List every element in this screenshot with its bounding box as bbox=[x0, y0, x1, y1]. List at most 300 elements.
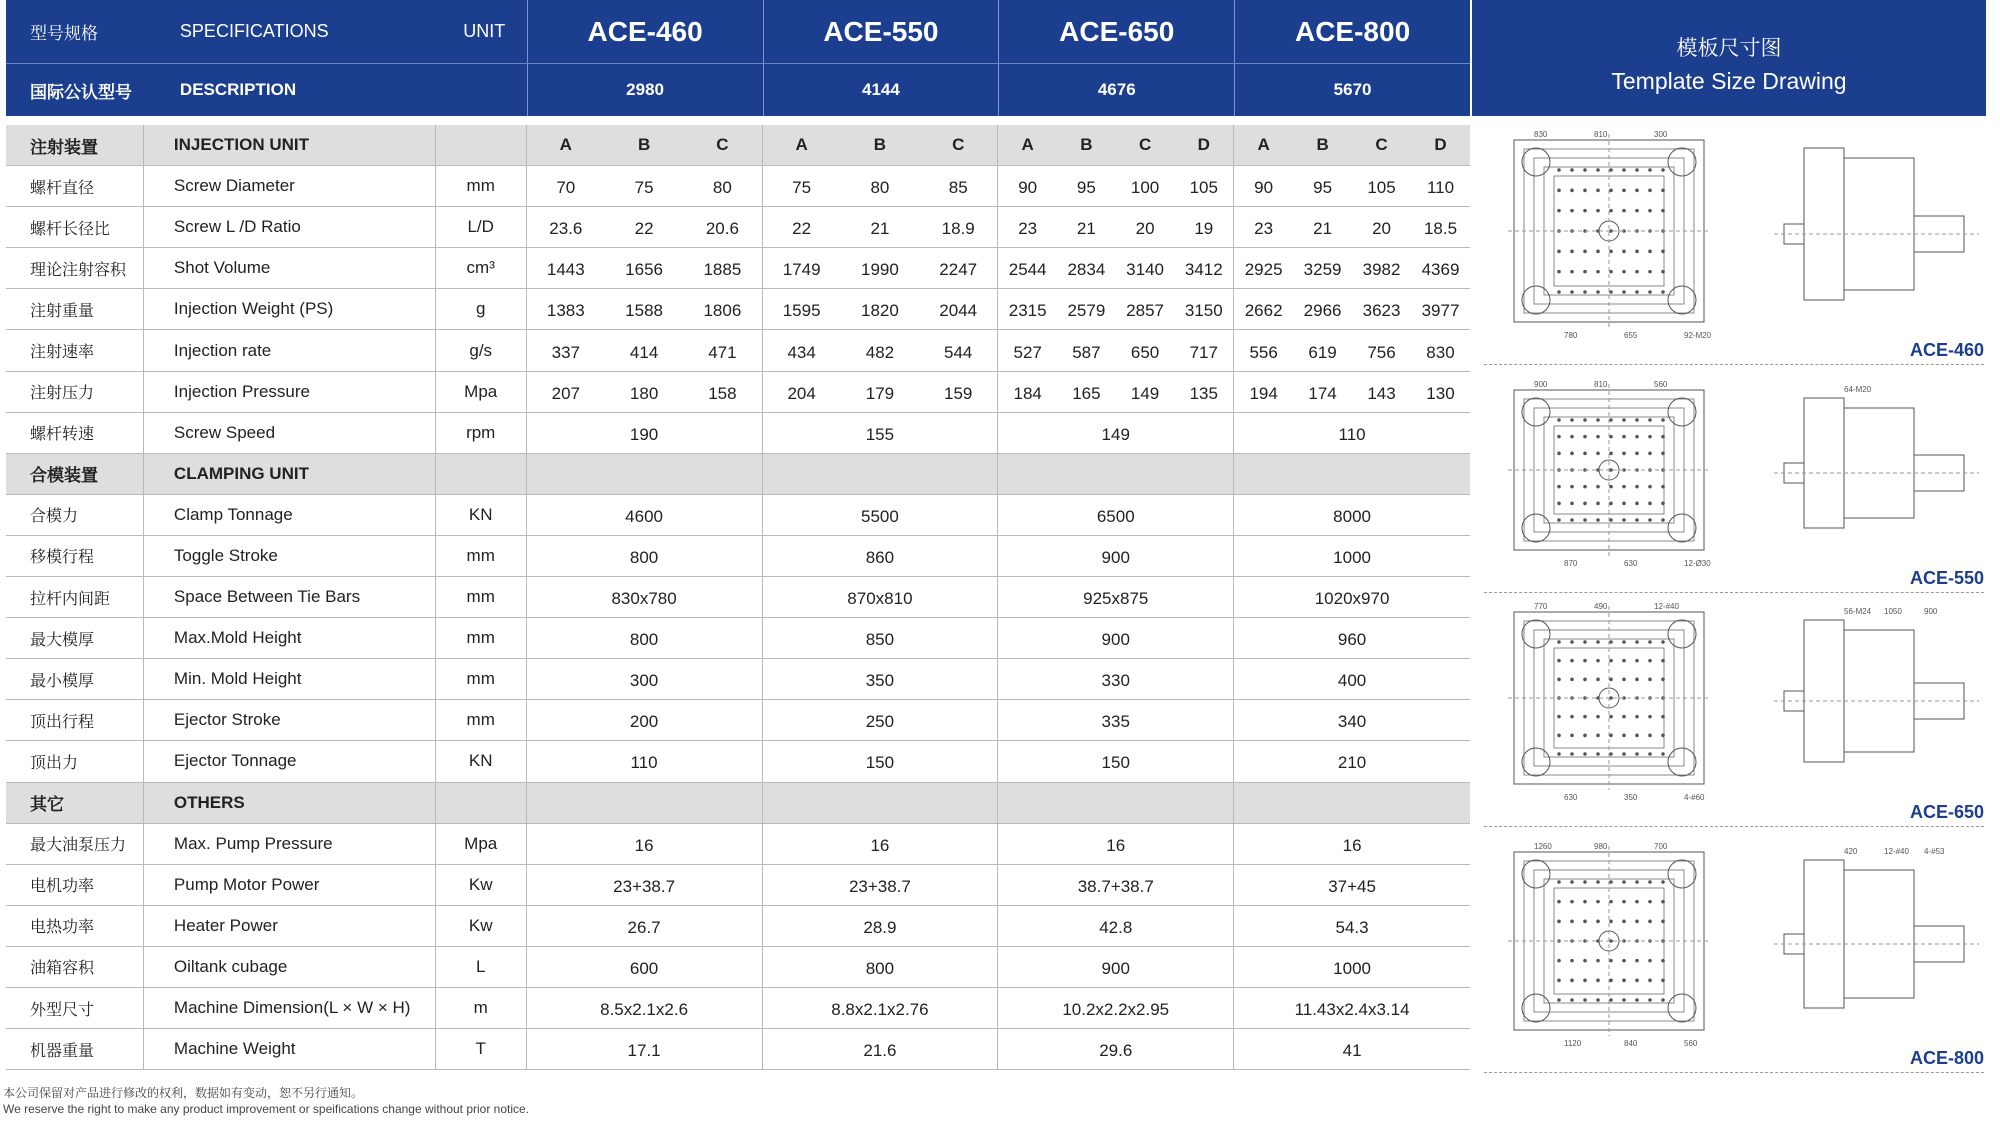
mount-hole bbox=[1609, 678, 1613, 682]
row-label-en: Machine Weight bbox=[144, 1029, 436, 1069]
table-cell: 1020x970 bbox=[1314, 589, 1390, 609]
table-cell: 587 bbox=[1072, 342, 1101, 362]
mount-hole bbox=[1570, 752, 1574, 756]
mount-hole bbox=[1648, 290, 1652, 294]
table-cell: 75 bbox=[634, 178, 654, 198]
mount-hole bbox=[1557, 640, 1561, 644]
mount-hole bbox=[1622, 502, 1626, 506]
model-group-2 bbox=[998, 618, 1234, 658]
table-cell: 95 bbox=[1076, 178, 1096, 198]
dimension-label: 490 bbox=[1594, 602, 1608, 611]
table-cell: A bbox=[1021, 135, 1034, 155]
row-label-zh: 最大模厚 bbox=[6, 618, 144, 658]
mount-hole bbox=[1661, 659, 1665, 663]
table-cell: 143 bbox=[1367, 383, 1396, 403]
model-group-3 bbox=[1234, 372, 1470, 412]
table-cell: 90 bbox=[1018, 178, 1038, 198]
header-model-1: ACE-550 bbox=[763, 0, 999, 63]
table-row bbox=[6, 248, 1470, 289]
row-label-zh: 机器重量 bbox=[6, 1029, 144, 1069]
drawing-separator bbox=[1484, 364, 1984, 365]
table-cell: 179 bbox=[865, 383, 895, 403]
mount-hole bbox=[1648, 189, 1652, 193]
model-group-3 bbox=[1234, 248, 1470, 288]
mount-hole bbox=[1635, 920, 1639, 924]
row-unit bbox=[436, 454, 527, 494]
model-group-3 bbox=[1234, 700, 1470, 740]
mount-hole bbox=[1583, 502, 1587, 506]
row-label-en: Machine Dimension(L × W × H) bbox=[144, 988, 436, 1028]
row-label-en: Space Between Tie Bars bbox=[144, 577, 436, 617]
model-group-3 bbox=[1234, 413, 1470, 453]
mount-hole bbox=[1635, 900, 1639, 904]
drawing-separator bbox=[1484, 826, 1984, 827]
table-cell: 210 bbox=[1337, 753, 1367, 773]
mount-hole bbox=[1635, 752, 1639, 756]
table-cell: 8000 bbox=[1333, 506, 1371, 526]
table-cell: 19 bbox=[1194, 219, 1214, 239]
model-group-2 bbox=[998, 207, 1234, 247]
table-cell: 18.9 bbox=[941, 219, 975, 239]
model-group-3 bbox=[1234, 536, 1470, 576]
mount-hole bbox=[1596, 189, 1600, 193]
table-cell: 3140 bbox=[1126, 260, 1164, 280]
row-unit: mm bbox=[436, 166, 527, 206]
table-cell: 1588 bbox=[625, 301, 663, 321]
table-row bbox=[6, 906, 1470, 947]
table-cell: A bbox=[559, 135, 572, 155]
table-cell: B bbox=[637, 135, 651, 155]
tie-bar-hole bbox=[1668, 620, 1696, 648]
model-group-0 bbox=[527, 372, 763, 412]
table-row bbox=[6, 988, 1470, 1029]
table-cell: 250 bbox=[865, 712, 895, 732]
table-row bbox=[6, 1029, 1470, 1070]
row-label-en: Injection Pressure bbox=[144, 372, 436, 412]
table-cell: 860 bbox=[865, 547, 895, 567]
row-label-en: Heater Power bbox=[144, 906, 436, 946]
mount-hole bbox=[1661, 920, 1665, 924]
model-group-0 bbox=[527, 783, 763, 823]
row-label-en: Max. Pump Pressure bbox=[144, 824, 436, 864]
table-cell: 184 bbox=[1013, 383, 1042, 403]
table-cell: 1383 bbox=[546, 301, 585, 321]
model-group-2 bbox=[998, 783, 1234, 823]
mount-hole bbox=[1596, 452, 1600, 456]
model-group-1 bbox=[763, 330, 999, 370]
table-cell: 21 bbox=[1313, 219, 1333, 239]
mount-hole bbox=[1583, 518, 1587, 522]
model-group-3 bbox=[1234, 906, 1470, 946]
tie-bar-hole bbox=[1668, 748, 1696, 776]
mount-hole bbox=[1648, 435, 1652, 439]
model-group-1 bbox=[763, 577, 999, 617]
header-desc-zh: 国际公认型号 bbox=[30, 82, 132, 102]
mount-hole bbox=[1609, 435, 1613, 439]
table-cell: 414 bbox=[629, 342, 659, 362]
dimension-label: 655 bbox=[1624, 331, 1638, 340]
table-cell: 20.6 bbox=[705, 219, 739, 239]
row-label-en: Shot Volume bbox=[144, 248, 436, 288]
mount-hole bbox=[1609, 998, 1613, 1002]
mount-hole bbox=[1570, 452, 1574, 456]
header-desc-en: DESCRIPTION bbox=[179, 80, 297, 99]
mount-hole bbox=[1609, 168, 1613, 172]
mount-hole bbox=[1661, 168, 1665, 172]
mount-hole bbox=[1596, 880, 1600, 884]
dimension-label: 4-#53 bbox=[1924, 847, 1945, 856]
mount-hole bbox=[1583, 435, 1587, 439]
mount-hole bbox=[1570, 518, 1574, 522]
tie-bar-hole bbox=[1522, 620, 1550, 648]
table-cell: 1000 bbox=[1333, 958, 1371, 978]
row-label-en: INJECTION UNIT bbox=[144, 125, 436, 165]
table-row bbox=[6, 330, 1470, 371]
table-cell: 159 bbox=[944, 383, 973, 403]
mount-hole bbox=[1622, 734, 1626, 738]
table-cell: 70 bbox=[556, 178, 576, 198]
row-unit: m bbox=[436, 988, 527, 1028]
table-cell: 340 bbox=[1337, 712, 1367, 732]
row-label-en: Oiltank cubage bbox=[144, 947, 436, 987]
table-cell: 155 bbox=[865, 424, 895, 444]
model-group-3 bbox=[1234, 207, 1470, 247]
mount-hole bbox=[1635, 435, 1639, 439]
row-label-zh: 注射速率 bbox=[6, 330, 144, 370]
mount-hole bbox=[1648, 678, 1652, 682]
row-label-zh: 顶出力 bbox=[6, 741, 144, 781]
tie-bar-hole bbox=[1668, 514, 1696, 542]
row-unit: Mpa bbox=[436, 824, 527, 864]
model-group-1 bbox=[763, 947, 999, 987]
mount-hole bbox=[1661, 959, 1665, 963]
mount-hole bbox=[1609, 485, 1613, 489]
dimension-label: 870 bbox=[1564, 559, 1578, 568]
mount-hole bbox=[1622, 209, 1626, 213]
table-cell: D bbox=[1197, 135, 1210, 155]
side-view-ejector bbox=[1784, 691, 1804, 711]
mount-hole bbox=[1661, 734, 1665, 738]
side-view-platen bbox=[1804, 860, 1844, 1008]
model-group-0 bbox=[527, 166, 763, 206]
mount-hole bbox=[1661, 435, 1665, 439]
drawing-label: ACE-800 bbox=[1909, 1048, 1984, 1068]
model-group-3 bbox=[1234, 125, 1470, 165]
table-cell: 22 bbox=[792, 219, 812, 239]
table-cell: 8.5x2.1x2.6 bbox=[600, 1000, 689, 1020]
table-row bbox=[6, 413, 1470, 454]
dimension-label: 300 bbox=[1654, 130, 1668, 139]
table-cell: 37+45 bbox=[1328, 876, 1376, 896]
mount-hole bbox=[1596, 734, 1600, 738]
mount-hole bbox=[1622, 168, 1626, 172]
row-unit bbox=[436, 783, 527, 823]
model-group-0 bbox=[527, 1029, 763, 1069]
mount-hole bbox=[1609, 880, 1613, 884]
table-cell: 10.2x2.2x2.95 bbox=[1062, 1000, 1170, 1020]
mount-hole bbox=[1648, 659, 1652, 663]
drawing-separator bbox=[1484, 1072, 1984, 1073]
footer-note-en: We reserve the right to make any product improvement or speifications change without prior notice. bbox=[3, 1102, 530, 1116]
mount-hole bbox=[1596, 270, 1600, 274]
model-group-2 bbox=[998, 700, 1234, 740]
mount-hole bbox=[1648, 900, 1652, 904]
table-cell: 4369 bbox=[1421, 260, 1460, 280]
mount-hole bbox=[1622, 270, 1626, 274]
row-label-zh: 理论注射容积 bbox=[6, 248, 144, 288]
drawing-label: ACE-460 bbox=[1909, 340, 1984, 360]
table-cell: 900 bbox=[1101, 958, 1130, 978]
row-unit: mm bbox=[436, 700, 527, 740]
mount-hole bbox=[1596, 518, 1600, 522]
mount-hole bbox=[1583, 979, 1587, 983]
mount-hole bbox=[1648, 959, 1652, 963]
mount-hole bbox=[1622, 452, 1626, 456]
mount-hole bbox=[1609, 715, 1613, 719]
table-cell: 150 bbox=[865, 753, 895, 773]
table-cell: 1885 bbox=[703, 260, 742, 280]
dimension-label: 1120 bbox=[1564, 1039, 1582, 1048]
side-view-mold bbox=[1844, 408, 1914, 518]
dimension-label: 56-M24 bbox=[1844, 607, 1872, 616]
mount-hole bbox=[1661, 502, 1665, 506]
table-cell: 41 bbox=[1342, 1041, 1362, 1061]
table-cell: 2966 bbox=[1303, 301, 1342, 321]
table-cell: 16 bbox=[1342, 835, 1362, 855]
mount-hole bbox=[1622, 998, 1626, 1002]
model-group-3 bbox=[1234, 1029, 1470, 1069]
table-cell: 830x780 bbox=[611, 589, 677, 609]
mount-hole bbox=[1635, 270, 1639, 274]
model-group-0 bbox=[527, 988, 763, 1028]
dimension-label: 64-M20 bbox=[1844, 385, 1872, 394]
table-cell: 527 bbox=[1013, 342, 1042, 362]
mount-hole bbox=[1557, 250, 1561, 254]
row-label-zh: 顶出行程 bbox=[6, 700, 144, 740]
row-unit: Mpa bbox=[436, 372, 527, 412]
row-unit: Kw bbox=[436, 865, 527, 905]
model-group-3 bbox=[1234, 824, 1470, 864]
table-cell: 1000 bbox=[1333, 547, 1371, 567]
table-cell: 960 bbox=[1337, 630, 1367, 650]
row-label-zh: 电热功率 bbox=[6, 906, 144, 946]
mount-hole bbox=[1622, 189, 1626, 193]
model-group-2 bbox=[998, 248, 1234, 288]
model-group-0 bbox=[527, 824, 763, 864]
mount-hole bbox=[1635, 678, 1639, 682]
mount-hole bbox=[1570, 900, 1574, 904]
row-unit: g bbox=[436, 289, 527, 329]
table-cell: 544 bbox=[944, 342, 973, 362]
mount-hole bbox=[1609, 452, 1613, 456]
table-cell: 20 bbox=[1135, 219, 1155, 239]
mount-hole bbox=[1635, 290, 1639, 294]
mount-hole bbox=[1635, 209, 1639, 213]
table-cell: 90 bbox=[1254, 178, 1274, 198]
table-row bbox=[6, 947, 1470, 988]
dimension-label: 560 bbox=[1654, 380, 1668, 389]
table-cell: 2544 bbox=[1008, 260, 1047, 280]
row-label-zh: 其它 bbox=[6, 783, 144, 823]
row-label-zh: 合模力 bbox=[6, 495, 144, 535]
side-view-platen bbox=[1804, 148, 1844, 300]
tie-bar-hole bbox=[1668, 994, 1696, 1022]
table-cell: 16 bbox=[1106, 835, 1126, 855]
template-drawing bbox=[1484, 840, 1984, 1048]
mount-hole bbox=[1622, 250, 1626, 254]
drawing-0 bbox=[1484, 128, 1984, 360]
mount-hole bbox=[1596, 502, 1600, 506]
model-group-1 bbox=[763, 741, 999, 781]
table-cell: 135 bbox=[1189, 383, 1218, 403]
mount-hole bbox=[1622, 678, 1626, 682]
table-cell: A bbox=[795, 135, 808, 155]
mount-hole bbox=[1648, 418, 1652, 422]
mount-hole bbox=[1635, 734, 1639, 738]
mount-hole bbox=[1583, 485, 1587, 489]
table-cell: 337 bbox=[551, 342, 580, 362]
dimension-label: 810 bbox=[1594, 380, 1608, 389]
mount-hole bbox=[1635, 452, 1639, 456]
mount-hole bbox=[1596, 209, 1600, 213]
row-label-zh: 电机功率 bbox=[6, 865, 144, 905]
model-group-0 bbox=[527, 207, 763, 247]
drawing-header-en: Template Size Drawing bbox=[1611, 68, 1847, 94]
header-desc-1: 4144 bbox=[763, 64, 999, 116]
row-unit: mm bbox=[436, 618, 527, 658]
model-group-1 bbox=[763, 988, 999, 1028]
header-model-2: ACE-650 bbox=[998, 0, 1234, 63]
mount-hole bbox=[1609, 752, 1613, 756]
mount-hole bbox=[1570, 678, 1574, 682]
mount-hole bbox=[1570, 485, 1574, 489]
table-row bbox=[6, 618, 1470, 659]
model-group-2 bbox=[998, 865, 1234, 905]
mount-hole bbox=[1570, 435, 1574, 439]
model-group-0 bbox=[527, 289, 763, 329]
dimension-label: 770 bbox=[1534, 602, 1548, 611]
dimension-label: 560 bbox=[1684, 1039, 1698, 1048]
drawing-header bbox=[1470, 0, 1986, 116]
mount-hole bbox=[1661, 209, 1665, 213]
mount-hole bbox=[1557, 900, 1561, 904]
side-view-platen bbox=[1804, 398, 1844, 528]
tie-bar-hole bbox=[1522, 148, 1550, 176]
row-label-en: Screw Diameter bbox=[144, 166, 436, 206]
mount-hole bbox=[1609, 518, 1613, 522]
mount-hole bbox=[1570, 418, 1574, 422]
mount-hole bbox=[1661, 290, 1665, 294]
model-group-3 bbox=[1234, 330, 1470, 370]
mount-hole bbox=[1661, 452, 1665, 456]
table-cell: 190 bbox=[629, 424, 659, 444]
row-label-zh: 拉杆内间距 bbox=[6, 577, 144, 617]
row-label-zh: 最大油泵压力 bbox=[6, 824, 144, 864]
row-unit: mm bbox=[436, 577, 527, 617]
model-group-2 bbox=[998, 289, 1234, 329]
table-cell: 150 bbox=[1101, 753, 1130, 773]
table-cell: 85 bbox=[948, 178, 968, 198]
model-group-2 bbox=[998, 330, 1234, 370]
mount-hole bbox=[1622, 715, 1626, 719]
model-group-0 bbox=[527, 454, 763, 494]
table-cell: 850 bbox=[865, 630, 895, 650]
table-row bbox=[6, 166, 1470, 207]
mount-hole bbox=[1583, 640, 1587, 644]
table-row bbox=[6, 659, 1470, 700]
mount-hole bbox=[1609, 979, 1613, 983]
mount-hole bbox=[1557, 189, 1561, 193]
model-group-0 bbox=[527, 330, 763, 370]
model-group-1 bbox=[763, 536, 999, 576]
row-label-en: Pump Motor Power bbox=[144, 865, 436, 905]
mount-hole bbox=[1609, 189, 1613, 193]
mount-hole bbox=[1557, 979, 1561, 983]
table-cell: 149 bbox=[1130, 383, 1160, 403]
mount-hole bbox=[1648, 920, 1652, 924]
table-cell: 3977 bbox=[1421, 301, 1460, 321]
model-group-3 bbox=[1234, 495, 1470, 535]
mount-hole bbox=[1583, 290, 1587, 294]
row-label-zh: 最小模厚 bbox=[6, 659, 144, 699]
table-cell: 23 bbox=[1254, 219, 1274, 239]
mount-hole bbox=[1622, 959, 1626, 963]
mount-hole bbox=[1648, 640, 1652, 644]
mount-hole bbox=[1570, 502, 1574, 506]
table-cell: 5500 bbox=[861, 506, 899, 526]
mount-hole bbox=[1635, 518, 1639, 522]
table-cell: 1749 bbox=[782, 260, 821, 280]
mount-hole bbox=[1609, 290, 1613, 294]
drawing-label: ACE-550 bbox=[1909, 568, 1984, 588]
mount-hole bbox=[1635, 659, 1639, 663]
table-cell: 149 bbox=[1101, 424, 1130, 444]
model-group-1 bbox=[763, 372, 999, 412]
table-cell: 717 bbox=[1189, 342, 1218, 362]
dimension-label: 980 bbox=[1594, 842, 1608, 851]
table-cell: 2044 bbox=[939, 301, 978, 321]
dimension-label: 780 bbox=[1564, 331, 1578, 340]
mount-hole bbox=[1648, 518, 1652, 522]
mount-hole bbox=[1596, 250, 1600, 254]
model-group-1 bbox=[763, 125, 999, 165]
mount-hole bbox=[1622, 979, 1626, 983]
model-group-2 bbox=[998, 125, 1234, 165]
row-label-zh: 合模装置 bbox=[6, 454, 144, 494]
table-cell: 8.8x2.1x2.76 bbox=[831, 1000, 929, 1020]
table-cell: 1443 bbox=[546, 260, 585, 280]
table-cell: 1806 bbox=[703, 301, 742, 321]
mount-hole bbox=[1557, 752, 1561, 756]
model-group-0 bbox=[527, 248, 763, 288]
model-group-1 bbox=[763, 824, 999, 864]
mount-hole bbox=[1583, 659, 1587, 663]
mount-hole bbox=[1661, 979, 1665, 983]
dimension-label: 92-M20 bbox=[1684, 331, 1712, 340]
row-label-zh: 螺杆转速 bbox=[6, 413, 144, 453]
mount-hole bbox=[1583, 452, 1587, 456]
table-cell: 4600 bbox=[625, 506, 663, 526]
tie-bar-hole bbox=[1668, 286, 1696, 314]
dimension-label: 350 bbox=[1624, 793, 1638, 802]
table-cell: 2315 bbox=[1008, 301, 1047, 321]
tie-bar-hole bbox=[1522, 748, 1550, 776]
mount-hole bbox=[1635, 998, 1639, 1002]
model-group-3 bbox=[1234, 618, 1470, 658]
dimension-label: 12-Ø30 bbox=[1684, 559, 1711, 568]
mount-hole bbox=[1635, 880, 1639, 884]
table-cell: 23 bbox=[1018, 219, 1038, 239]
